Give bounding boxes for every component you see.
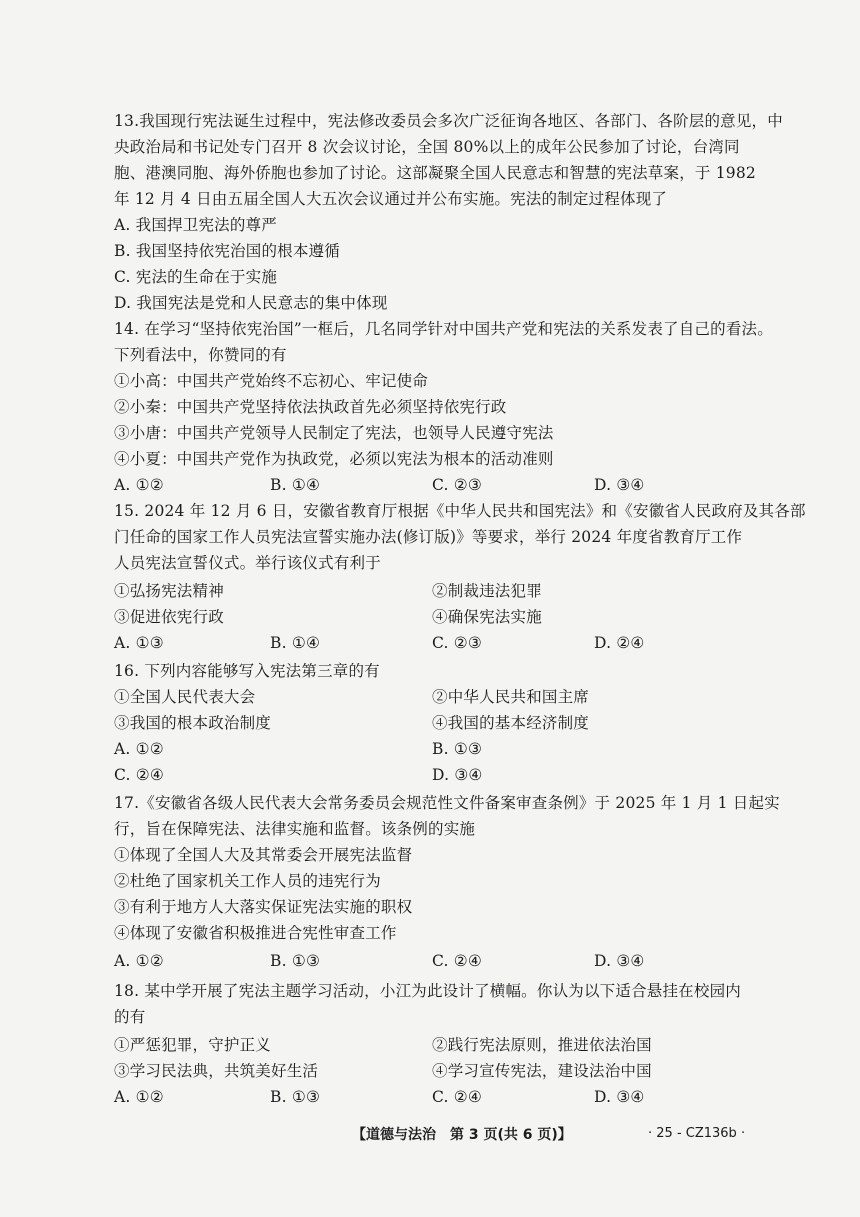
statement-1: ①小高：中国共产党始终不忘初心、牢记使命 [114,372,429,390]
statement-1: ①弘扬宪法精神 [114,582,224,600]
option-c: C. ②④ [114,766,164,784]
question-stem: 央政治局和书记处专门召开 8 次会议讨论，全国 80%以上的成年公民参加了讨论，台湾同 [114,138,740,156]
page-footer-label: 【道德与法治 第 3 页(共 6 页)】 [352,1127,572,1143]
statement-3: ③促进依宪行政 [114,608,224,626]
statement-3: ③我国的根本政治制度 [114,714,272,732]
option-d: D. ②④ [594,634,645,652]
statement-4: ④确保宪法实施 [432,608,542,626]
statement-2: ②制裁违法犯罪 [432,582,542,600]
statement-4: ④小夏：中国共产党作为执政党，必须以宪法为根本的活动准则 [114,450,554,468]
option-b: B. ①③ [432,740,483,758]
option-b: B. 我国坚持依宪治国的根本遵循 [114,242,340,260]
option-b: B. ①④ [270,634,321,652]
statement-1: ①体现了全国人大及其常委会开展宪法监督 [114,846,413,864]
statement-2: ②杜绝了国家机关工作人员的违宪行为 [114,872,381,890]
question-stem: 的有 [114,1008,146,1026]
statement-2: ②践行宪法原则，推进依法治国 [432,1036,652,1054]
option-a: A. 我国捍卫宪法的尊严 [114,216,277,234]
option-c: C. ②④ [432,1088,482,1106]
option-a: A. ①② [114,740,164,758]
option-a: A. ①② [114,476,164,494]
question-stem: 14. 在学习“坚持依宪治国”一框后，几名同学针对中国共产党和宪法的关系发表了自己的看法。 [114,320,773,338]
option-d: D. ③④ [594,952,645,970]
option-d: D. ③④ [594,476,645,494]
option-b: B. ①③ [270,952,321,970]
option-c: C. ②③ [432,634,482,652]
option-b: B. ①④ [270,476,321,494]
question-stem: 18. 某中学开展了宪法主题学习活动，小江为此设计了横幅。你认为以下适合悬挂在校园内 [114,982,741,1000]
statement-1: ①严惩犯罪，守护正义 [114,1036,272,1054]
statement-3: ③学习民法典，共筑美好生活 [114,1062,319,1080]
option-c: C. 宪法的生命在于实施 [114,268,278,286]
option-b: B. ①③ [270,1088,321,1106]
question-stem: 17.《安徽省各级人民代表大会常务委员会规范性文件备案审查条例》于 2025 年 1 月 1 日起实 [114,794,780,812]
question-stem: 16. 下列内容能够写入宪法第三章的有 [114,662,380,680]
question-stem: 行，旨在保障宪法、法律实施和监督。该条例的实施 [114,820,476,838]
option-a: A. ①② [114,1088,164,1106]
question-stem: 13.我国现行宪法诞生过程中，宪法修改委员会多次广泛征询各地区、各部门、各阶层的意见，中 [114,112,783,130]
option-d: D. ③④ [594,1088,645,1106]
question-stem: 年 12 月 4 日由五届全国人大五次会议通过并公布实施。宪法的制定过程体现了 [114,190,668,208]
question-stem: 胞、港澳同胞、海外侨胞也参加了讨论。这部凝聚全国人民意志和智慧的宪法草案，于 1982 [114,164,756,182]
question-stem: 人员宪法宣誓仪式。举行该仪式有利于 [114,554,381,572]
option-a: A. ①③ [114,634,164,652]
statement-1: ①全国人民代表大会 [114,688,256,706]
option-d: D. ③④ [432,766,483,784]
option-c: C. ②④ [432,952,482,970]
statement-2: ②小秦：中国共产党坚持依法执政首先必须坚持依宪行政 [114,398,507,416]
option-c: C. ②③ [432,476,482,494]
option-d: D. 我国宪法是党和人民意志的集中体现 [114,294,388,312]
statement-4: ④我国的基本经济制度 [432,714,590,732]
statement-3: ③有利于地方人大落实保证宪法实施的职权 [114,898,413,916]
statement-4: ④体现了安徽省积极推进合宪性审查工作 [114,924,397,942]
option-a: A. ①② [114,952,164,970]
statement-3: ③小唐：中国共产党领导人民制定了宪法，也领导人民遵守宪法 [114,424,554,442]
page-code: · 25 - CZ136b · [648,1126,746,1141]
statement-4: ④学习宣传宪法，建设法治中国 [432,1062,652,1080]
question-stem: 15. 2024 年 12 月 6 日，安徽省教育厅根据《中华人民共和国宪法》和《安徽省人民政府及其各部 [114,502,806,520]
question-stem: 门任命的国家工作人员宪法宣誓实施办法(修订版)》等要求，举行 2024 年度省教育厅工作 [114,528,743,546]
statement-2: ②中华人民共和国主席 [432,688,590,706]
question-stem: 下列看法中，你赞同的有 [114,346,287,364]
